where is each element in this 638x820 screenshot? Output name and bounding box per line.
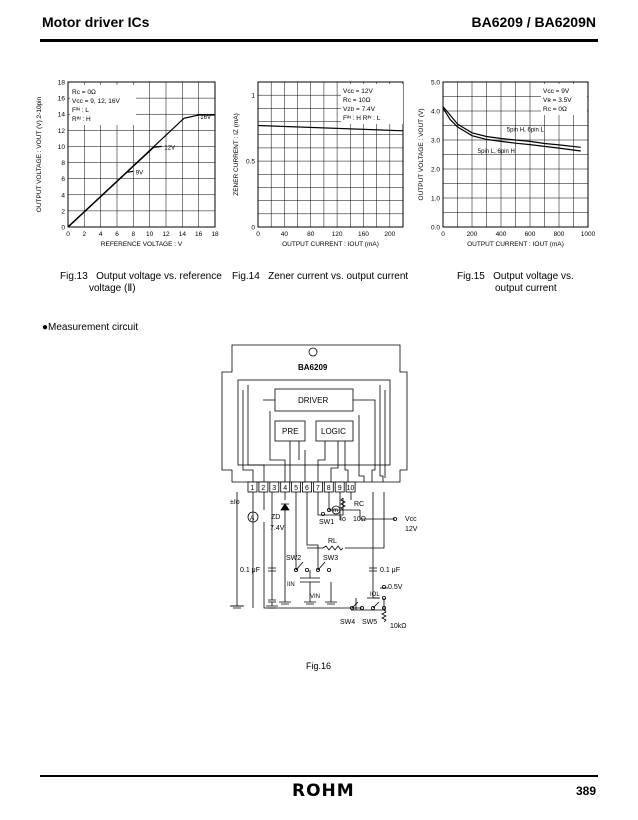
legend-entry: Fᴵᴺ : L: [72, 107, 89, 114]
label-v05: 0.5V: [388, 584, 403, 591]
x-tick-label: 0: [66, 231, 70, 238]
x-tick-label: 400: [495, 231, 507, 238]
pin-label-4: 4: [283, 485, 288, 492]
pin-label-1: 1: [250, 485, 255, 492]
pin-label-6: 6: [305, 485, 309, 492]
curve-label-5pin-h: 5pin H, 6pin L: [506, 127, 544, 134]
legend-entry: Vcc = 9V: [543, 88, 570, 95]
page-number: 389: [575, 784, 596, 798]
legend-entry: Rᴄ = 0Ω: [72, 89, 96, 96]
driver-label: DRIVER: [298, 396, 329, 405]
y-tick-label: 18: [57, 79, 65, 87]
pre-label: PRE: [282, 427, 299, 436]
label-r10: 10Ω: [353, 516, 367, 523]
label-rc: RC: [354, 501, 365, 508]
label-sw3: SW3: [323, 555, 339, 562]
y-tick-label: 0: [251, 224, 255, 232]
fig13-caption-num: Fig.13: [60, 271, 88, 282]
pin-label-2: 2: [261, 485, 266, 492]
y-tick-label: 4.0: [430, 108, 440, 116]
header-right: BA6209 / BA6209N: [471, 14, 596, 30]
x-tick-label: 800: [553, 231, 565, 238]
fig13-caption-text-2: voltage (Ⅱ): [89, 283, 136, 294]
ic-name: BA6209: [298, 363, 328, 372]
y-tick-label: 1.0: [430, 195, 440, 203]
x-tick-label: 200: [466, 231, 478, 238]
label-sw2: SW2: [286, 555, 302, 562]
x-tick-label: 0: [441, 231, 445, 238]
label-r10k: 10kΩ: [390, 623, 407, 630]
rohm-logo: ROHM: [292, 781, 355, 801]
fig15-caption-num: Fig.15: [457, 271, 485, 282]
pin-label-10: 10: [346, 485, 355, 492]
y-tick-label: 2.0: [430, 166, 440, 174]
legend-entry: Fᴵᴺ : H Rᴵᴺ : L: [343, 115, 381, 122]
x-tick-label: 18: [211, 231, 219, 238]
y-tick-label: 4: [61, 192, 65, 200]
y-axis-label: OUTPUT VOLTAGE : VOUT (V): [418, 108, 425, 201]
fig14-caption-num: Fig.14: [232, 271, 260, 282]
legend-entry: Rᴄ = 0Ω: [543, 106, 567, 113]
label-cap2: 0.1 μF: [380, 567, 400, 574]
pin-label-3: 3: [272, 485, 277, 492]
label-vcc-v: 12V: [405, 526, 418, 533]
label-sw1: SW1: [319, 519, 335, 526]
y-tick-label: 3.0: [430, 137, 440, 145]
y-axis-label: OUTPUT VOLTAGE : VOUT (V) 2-10pin: [36, 96, 43, 213]
legend-entry: Vcc = 9, 12, 16V: [72, 98, 120, 105]
measurement-title: ●Measurement circuit: [42, 322, 139, 333]
label-io: ±Io: [230, 499, 240, 506]
fig15-caption-text-2: output current: [495, 283, 557, 294]
label-sw5: SW5: [362, 619, 378, 626]
x-tick-label: 8: [131, 231, 136, 238]
fig15-caption-text-1: Output voltage vs.: [493, 271, 574, 282]
pin-label-9: 9: [337, 485, 342, 492]
x-tick-label: 1000: [580, 231, 596, 238]
y-tick-label: 6: [61, 176, 65, 184]
y-tick-label: 0.0: [430, 224, 440, 232]
label-rl: RL: [328, 538, 337, 545]
ic-inner-frame: [238, 380, 390, 465]
label-zd-v: 7.4V: [270, 525, 285, 532]
y-tick-label: 12: [57, 127, 65, 135]
header-left: Motor driver ICs: [42, 14, 150, 30]
curve-label-16v: 16V: [200, 115, 211, 122]
y-tick-label: 0: [61, 224, 65, 232]
label-io2: Io: [340, 516, 346, 523]
x-tick-label: 2: [82, 231, 87, 238]
x-tick-label: 600: [524, 231, 536, 238]
legend-entry: Rᴄ = 10Ω: [343, 97, 371, 104]
x-tick-label: 12: [162, 231, 170, 238]
label-zd: ZD: [271, 514, 281, 521]
label-iin: IIN: [287, 582, 295, 588]
y-tick-label: 2: [61, 208, 65, 216]
x-tick-label: 6: [115, 231, 119, 238]
y-tick-label: 14: [57, 111, 65, 119]
x-tick-label: 120: [331, 231, 343, 238]
x-tick-label: 200: [384, 231, 396, 238]
x-tick-label: 16: [195, 231, 203, 238]
x-tick-label: 4: [98, 231, 103, 238]
y-tick-label: 10: [57, 143, 65, 151]
logic-label: LOGIC: [321, 427, 346, 436]
x-axis-label: OUTPUT CURRENT : IOUT (mA): [282, 241, 379, 248]
y-tick-label: 0.5: [245, 158, 255, 166]
x-axis-label: REFERENCE VOLTAGE : V: [100, 241, 183, 248]
pin-label-5: 5: [294, 485, 299, 492]
pin-label-8: 8: [326, 485, 331, 492]
label-iol: IOL: [370, 592, 380, 598]
fig13-caption-text-1: Output voltage vs. reference: [96, 271, 222, 282]
label-meter: m: [333, 508, 338, 514]
label-cap1: 0.1 μF: [240, 567, 260, 574]
legend-entry: Vcc = 12V: [343, 88, 373, 95]
legend-entry: Rᴵᴺ : H: [72, 116, 91, 123]
legend-entry: Vᴢᴅ = 7.4V: [343, 106, 375, 113]
y-tick-label: 1: [251, 92, 255, 100]
label-vin: VIN: [310, 594, 321, 600]
pin-label-7: 7: [315, 485, 320, 492]
footer-rule: [40, 775, 598, 777]
x-tick-label: 0: [256, 231, 260, 238]
ic-notch: [309, 348, 317, 356]
x-tick-label: 160: [358, 231, 369, 238]
x-tick-label: 40: [280, 231, 288, 238]
fig16-caption: Fig.16: [306, 661, 332, 671]
x-tick-label: 14: [178, 231, 186, 238]
y-tick-label: 5.0: [430, 79, 440, 87]
label-sw4: SW4: [340, 619, 356, 626]
label-vcc: Vcc: [405, 516, 417, 523]
x-axis-label: OUTPUT CURRENT : IOUT (mA): [467, 241, 564, 248]
x-tick-label: 80: [307, 231, 315, 238]
fig14-caption-text: Zener current vs. output current: [268, 271, 409, 282]
legend-entry: Vʀ = 3.5V: [543, 97, 572, 104]
y-axis-label: ZENER CURRENT : IZ (mA): [233, 113, 240, 196]
curve-label-5pin-l: 5pin L, 6pin H: [477, 149, 515, 156]
y-tick-label: 16: [57, 95, 65, 103]
y-tick-label: 8: [61, 160, 65, 168]
curve-label-9v: 9V: [135, 170, 144, 177]
x-tick-label: 10: [146, 231, 154, 238]
ammeter-symbol: A: [250, 515, 255, 522]
curve-label-12v: 12V: [164, 145, 176, 152]
